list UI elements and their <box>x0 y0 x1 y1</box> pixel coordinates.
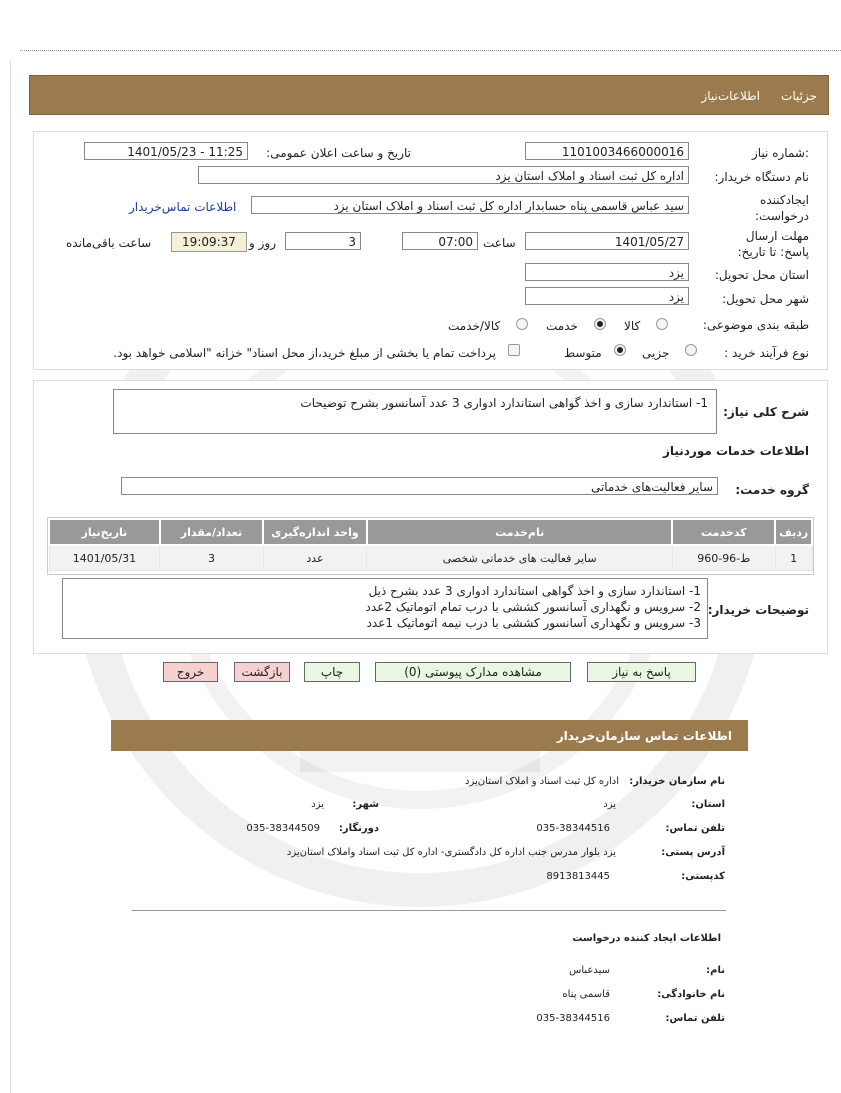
contact-section-title: اطلاعات تماس سازمان‌خریدار <box>556 729 732 743</box>
province-field: یزد <box>525 263 689 281</box>
service-group-label: گروه خدمت: <box>735 483 809 497</box>
cell-quantity: 3 <box>160 545 263 571</box>
radio-goods-service[interactable] <box>516 318 528 330</box>
header-bar <box>29 75 829 115</box>
cell-service-code: ط-96-960 <box>672 545 775 571</box>
deadline-date-field: 1401/05/27 <box>525 232 689 250</box>
services-table-frame <box>47 517 814 575</box>
cell-row: 1 <box>775 545 812 571</box>
contact-org-label: نام سازمان خریدار: <box>629 776 725 787</box>
treasury-checkbox[interactable] <box>508 344 520 356</box>
days-label: روز و <box>249 236 276 250</box>
exit-button[interactable]: خروج <box>163 662 218 682</box>
need-number-field: 1101003466000016 <box>525 142 689 160</box>
summary-label: شرح کلی نیاز: <box>723 405 809 419</box>
contact-city: یزد <box>311 799 324 810</box>
cell-unit: عدد <box>263 545 367 571</box>
buyer-note-line: 1- استاندارد سازی و اخذ گواهی استاندارد ادواری 3 عدد بشرح ذیل <box>368 584 701 598</box>
city-label: شهر محل تحویل: <box>722 292 809 306</box>
top-divider <box>20 50 841 51</box>
contact-province: یزد <box>603 799 616 810</box>
table-header-row <box>49 519 812 545</box>
contact-address-label: آدرس پستی: <box>661 847 725 858</box>
radio-service-label: خدمت <box>546 319 578 333</box>
announce-field: 1401/05/23 - 11:25 <box>84 142 248 160</box>
creator-phone-label: تلفن تماس: <box>665 1013 725 1024</box>
days-field: 3 <box>285 232 361 250</box>
summary-field: 1- استاندارد سازی و اخذ گواهی استاندارد ادواری 3 عدد آسانسور بشرح توضیحات <box>113 389 717 434</box>
back-button[interactable]: بازگشت <box>234 662 290 682</box>
buyer-notes-field <box>62 578 708 639</box>
contact-address: یزد بلوار مدرس جنب اداره کل دادگستری- اداره کل ثبت اسناد واملاک استان‌یزد <box>286 847 616 858</box>
creator-family: قاسمی پناه <box>562 989 610 1000</box>
treasury-note: پرداخت تمام یا بخشی از مبلغ خرید،از محل اسناد" خزانه "اسلامی خواهد بود. <box>113 346 496 360</box>
services-table <box>48 518 813 571</box>
buyer-org-field: اداره کل ثبت اسناد و املاک استان یزد <box>198 166 689 184</box>
col-unit: واحد اندازه‌گیری <box>263 519 367 545</box>
city-field: یزد <box>525 287 689 305</box>
creator-label: ایجادکننده درخواست: <box>755 193 809 223</box>
radio-medium-label: متوسط <box>564 346 602 360</box>
reply-button[interactable]: پاسخ به نیاز <box>587 662 696 682</box>
contact-province-label: استان: <box>691 799 725 810</box>
tab-need-info[interactable]: اطلاعات‌نیاز <box>701 89 760 103</box>
buyer-note-line: 3- سرویس و نگهداری آسانسور کششی با درب نیمه اتوماتیک 1عدد <box>366 616 701 630</box>
contact-postal-label: کدپستی: <box>681 871 725 882</box>
col-service-code: کدخدمت <box>672 519 775 545</box>
contact-postal: 8913813445 <box>546 871 610 882</box>
deadline-time-label: ساعت <box>483 236 516 250</box>
service-group-field: سایر فعالیت‌های خدماتی <box>121 477 718 495</box>
radio-goods-label: کالا <box>624 319 641 333</box>
creator-name: سیدعباس <box>569 965 610 976</box>
col-quantity: تعداد/مقدار <box>160 519 263 545</box>
contact-section-header <box>111 720 748 751</box>
buyer-contact-link[interactable]: اطلاعات تماس‌خریدار <box>129 200 237 214</box>
buyer-notes-label: توضیحات خریدار: <box>707 603 809 617</box>
need-number-label: شماره نیاز: <box>751 146 809 160</box>
remaining-time-badge: 19:09:37 <box>171 232 247 252</box>
deadline-label: مهلت ارسال پاسخ: تا تاریخ: <box>737 229 809 259</box>
creator-phone: 035-38344516 <box>536 1013 610 1024</box>
cell-service-name: سایر فعالیت های خدماتی شخصی <box>367 545 672 571</box>
buyer-note-line: 2- سرویس و نگهداری آسانسور کششی با درب تمام اتوماتیک 2عدد <box>365 600 701 614</box>
contact-phone-label: تلفن تماس: <box>665 823 725 834</box>
process-label: نوع فرآیند خرید : <box>724 346 809 360</box>
buyer-org-label: نام دستگاه خریدار: <box>714 170 809 184</box>
table-row <box>49 545 812 571</box>
radio-medium[interactable] <box>614 344 626 356</box>
contact-divider <box>132 910 726 911</box>
radio-service[interactable] <box>594 318 606 330</box>
category-label: طبقه بندی موضوعی: <box>702 318 809 332</box>
deadline-time-field: 07:00 <box>402 232 478 250</box>
contact-phone: 035-38344516 <box>536 823 610 834</box>
col-need-date: تاریخ‌نیاز <box>49 519 160 545</box>
creator-info-title: اطلاعات ایجاد کننده درخواست <box>572 933 721 944</box>
announce-label: تاریخ و ساعت اعلان عمومی: <box>266 146 411 160</box>
contact-fax-label: دورنگار: <box>338 823 379 834</box>
tab-details[interactable]: جزئیات <box>781 89 817 103</box>
contact-fax: 035-38344509 <box>246 823 320 834</box>
creator-family-label: نام خانوادگی: <box>657 989 725 1000</box>
col-row: ردیف <box>775 519 812 545</box>
contact-org: اداره کل ثبت اسناد و املاک استان‌یزد <box>465 776 619 787</box>
services-title: اطلاعات خدمات مورد‌نیاز <box>662 444 809 458</box>
radio-minor[interactable] <box>685 344 697 356</box>
creator-field: سید عباس قاسمی پناه حسابدار اداره کل ثبت اسناد و املاک استان یزد <box>251 196 689 214</box>
radio-goods-service-label: کالا/خدمت <box>448 319 501 333</box>
col-service-name: نام‌خدمت <box>367 519 672 545</box>
creator-name-label: نام: <box>706 965 725 976</box>
contact-city-label: شهر: <box>352 799 379 810</box>
left-divider <box>10 60 11 1093</box>
cell-need-date: 1401/05/31 <box>49 545 160 571</box>
attachments-button[interactable]: مشاهده مدارک پیوستی (0) <box>375 662 571 682</box>
radio-goods[interactable] <box>656 318 668 330</box>
print-button[interactable]: چاپ <box>304 662 360 682</box>
province-label: استان محل تحویل: <box>714 268 809 282</box>
radio-minor-label: جزیی <box>642 346 670 360</box>
remaining-label: ساعت باقی‌مانده <box>66 236 152 250</box>
